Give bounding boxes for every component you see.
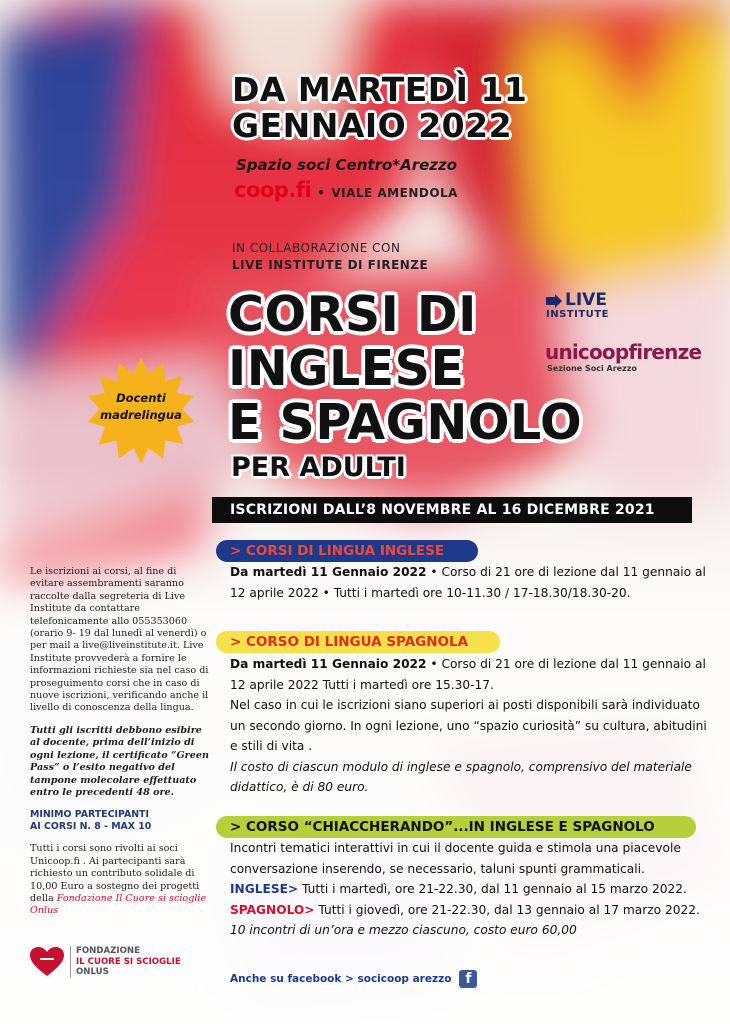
coop-fi-logo: coop.fi [234,178,312,202]
collaboration-text [232,240,428,274]
live-institute-logo [546,292,656,320]
spanish-label: SPAGNOLO> [230,902,315,917]
english-course-pill: > CORSI DI LINGUA INGLESE [216,540,478,562]
facebook-text[interactable]: Anche su facebook > socicoop arezzo [230,973,452,985]
registration-info: Le iscrizioni ai corsi, al fine di evitare assembramenti saranno raccolte dalla segreteria di Live Institute da contattare telefonicamente allo 055353060 (orario 9- 19 dal lunedì al venerdì) o per mail a live@liveinstitute.it. Live Institute provvederà a fornire le informazioni richieste sia nel caso di proseguimento corsi che in caso di nuove iscrizioni, verificando anche il livello di conoscenza della lingua. [30,566,209,714]
unicoop-logo [545,340,701,373]
unicoop-name: unicoopfirenze [545,340,702,364]
participants-line-2: AI CORSI N. 8 - MAX 10 [30,821,152,833]
main-title [228,288,582,450]
green-pass-info: Tutti gli iscritti debbono esibire al docente, prima dell’inizio di ogni lezione, il certificato “Green Pass” o l’esito negativo del tampone molecolare effettuato entro le precedenti 48 ore. [30,724,209,798]
english-label: INGLESE> [230,882,299,896]
conversation-course-text: Incontri tematici interattivi in cui il docente guida e stimola una piacevole conversazione inserendo, se necessario, taluni spunti grammaticali. INGLESE> Tutti i martedì, ore 21-22.30, dal 11 gennaio al 15 marzo 2022. SPAGNOLO> Tutti i giovedì, ore 21-22.30, dal 13 gennaio al 17 marzo 2022. 10 incontri di un’ora e mezzo ciascuno, costo euro 60,00 [230,841,700,937]
participants-info [30,809,212,833]
collab-line-2: LIVE INSTITUTE DI FIRENZE [232,258,429,272]
unicoop-sub: Sezione Soci Arezzo [547,364,637,373]
bullet-separator: • [317,186,326,200]
venue-text: Spazio soci Centro*Arezzo [236,156,458,174]
badge-line-2: madrelingua [100,408,182,422]
live-arrow-icon [546,294,562,308]
registration-bar: ISCRIZIONI DALL’8 NOVEMBRE AL 16 DICEMBRE 2021 [212,497,692,523]
date-line-2: GENNAIO 2022 [232,106,513,145]
live-name: LIVE [565,290,607,310]
badge-line-1: Docenti [116,391,166,405]
facebook-icon[interactable]: f [459,970,477,988]
spanish-course-pill: > CORSO DI LINGUA SPAGNOLA [216,631,500,653]
date-line-1: DA MARTEDÌ 11 [232,70,528,109]
conversation-summary: 10 incontri di un’ora e mezzo ciascuno, costo euro 60,00 [230,923,577,937]
collab-line-1: IN COLLABORAZIONE CON [232,241,401,255]
foundation-name: Fondazione Il Cuore si scioglie Onlus [30,892,207,917]
heart-icon [30,947,64,977]
participants-line-1: MINIMO PARTECIPANTI [30,809,149,821]
course-cost-text: Il costo di ciascun modulo di inglese e spagnolo, comprensivo del materiale didattico, è di 80 euro. [230,759,692,794]
street-text: VIALE AMENDOLA [331,186,458,200]
live-sub: INSTITUTE [546,309,609,320]
title-line-2: INGLESE [228,340,465,397]
foundation-text: FONDAZIONE IL CUORE SI SCIOGLIE ONLUS [70,946,181,978]
coop-address-row [234,178,458,202]
subtitle-adults: PER ADULTI [231,452,406,483]
english-course-text: Da martedì 11 Gennaio 2022 • Corso di 21 ore di lezione dal 11 gennaio al 12 aprile 2022 • Tutti i martedì ore 10-11.30 / 17-18.30/18.30-20. [230,565,706,600]
spanish-extra-text: Nel caso in cui le iscrizioni siano superiori ai posti disponibili sarà individuato un secondo giorno. In ogni lezione, uno “spazio curiosità” su cultura, abitudini e stili di vita . [230,698,707,753]
start-date-heading [232,72,527,144]
spanish-course-text: Da martedì 11 Gennaio 2022 • Corso di 21 ore di lezione dal 11 gennaio al 12 aprile 2022 Tutti i martedì ore 15.30-17. Nel caso in cui le iscrizioni siano superiori ai posti disponibili sarà individuato un secondo giorno. In ogni lezione, uno “spazio curiosità” su cultura, abitudini e stili di vita . Il costo di ciascun modulo di inglese e spagnolo, comprensivo del materiale didattico, è di 80 euro. [230,657,707,794]
facebook-row[interactable] [230,970,477,988]
foundation-logo [30,946,181,978]
conversation-course-pill: > CORSO “CHIACCHERANDO”...IN INGLESE E SPAGNOLO [216,816,696,838]
registration-info-column [30,566,212,928]
badge-text [88,390,194,424]
contribution-info: Tutti i corsi sono rivolti ai soci Unicoop.fi . Ai partecipanti sarà richiesto un contributo solidale di 10,00 Euro a sostegno dei progetti della Fondazione Il Cuore si scioglie Onlus [30,843,207,917]
title-line-3: E SPAGNOLO [228,394,583,451]
title-line-1: CORSI DI [228,286,477,343]
